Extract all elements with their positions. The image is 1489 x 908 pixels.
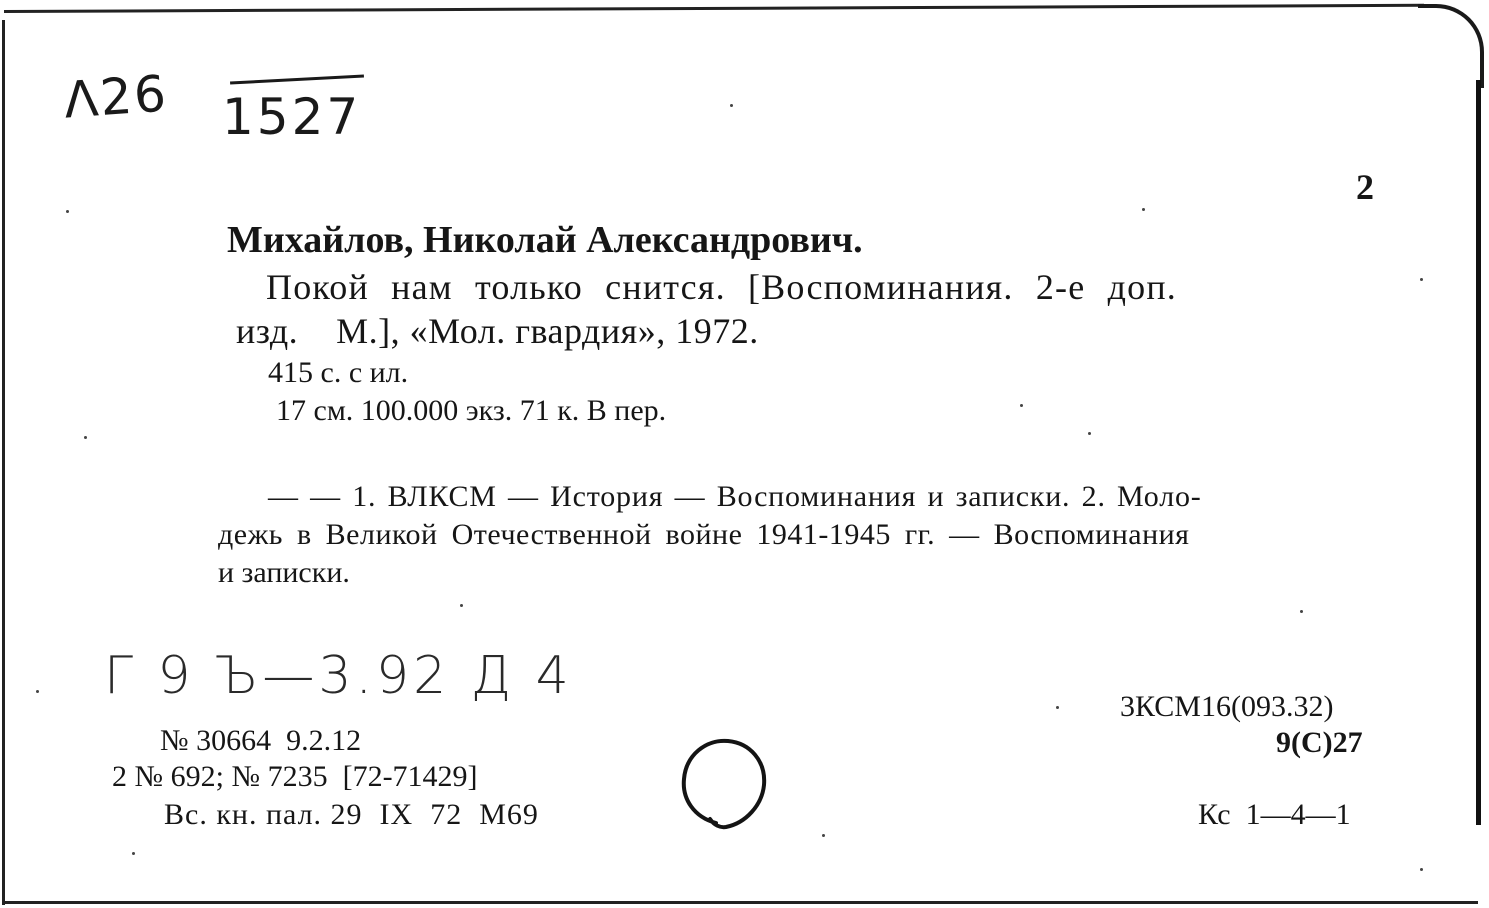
- scan-speck: [84, 436, 87, 439]
- order-numbers: 2 № 692; № 7235 [72-71429]: [112, 760, 478, 793]
- scan-speck: [1420, 868, 1423, 871]
- subjects-line-3: и записки.: [218, 556, 350, 589]
- classification-index: 3КСМ16(093.32): [1120, 690, 1334, 723]
- handwritten-shelf-number: 1527: [222, 88, 362, 146]
- scan-speck: [132, 852, 135, 855]
- shelf-number-overline: [230, 74, 364, 84]
- accession-number: № 30664 9.2.12: [160, 724, 362, 757]
- handwritten-stock-mark: Г 9 Ъ—3.92 Д 4: [104, 646, 573, 706]
- card-border-right: [1476, 80, 1481, 825]
- subjects-line-1: — — 1. ВЛКСМ — История — Воспоминания и записки. 2. Моло-: [268, 480, 1202, 513]
- scan-speck: [1088, 432, 1091, 435]
- scan-speck: [36, 690, 39, 693]
- scan-speck: [66, 210, 69, 213]
- scan-speck: [460, 604, 463, 607]
- author-heading: Михайлов, Николай Александрович.: [227, 219, 863, 261]
- scan-speck: [730, 104, 733, 107]
- physical-description-1: 415 с. с ил.: [268, 356, 409, 389]
- card-border-top: [4, 4, 1424, 13]
- title-line-1: Покой нам только снится. [Воспоминания. 2-е доп.: [266, 267, 1177, 307]
- handdrawn-circle-mark: [676, 733, 772, 831]
- subjects-line-2: дежь в Великой Отечественной войне 1941-1945 гг. — Воспоминания: [218, 518, 1190, 551]
- bbk-index: 9(С)27: [1276, 726, 1363, 759]
- card-corner: [1418, 4, 1484, 88]
- scan-speck: [822, 834, 825, 837]
- card-border-bottom: [2, 901, 1478, 904]
- card-number: 2: [1356, 167, 1374, 207]
- scan-speck: [1020, 404, 1023, 407]
- scan-speck: [1056, 706, 1059, 709]
- scan-speck: [1142, 208, 1145, 211]
- handwritten-shelf-mark: Λ26: [62, 64, 170, 130]
- physical-description-2: 17 см. 100.000 экз. 71 к. В пер.: [276, 394, 667, 427]
- scan-speck: [1300, 610, 1303, 613]
- card-border-left: [2, 20, 5, 905]
- book-chamber-record: Вс. кн. пал. 29 IX 72 М69: [164, 798, 539, 831]
- scan-speck: [1420, 278, 1423, 281]
- kc-code: Кс 1—4—1: [1198, 798, 1351, 831]
- title-line-2: изд. М.], «Мол. гвардия», 1972.: [236, 311, 759, 351]
